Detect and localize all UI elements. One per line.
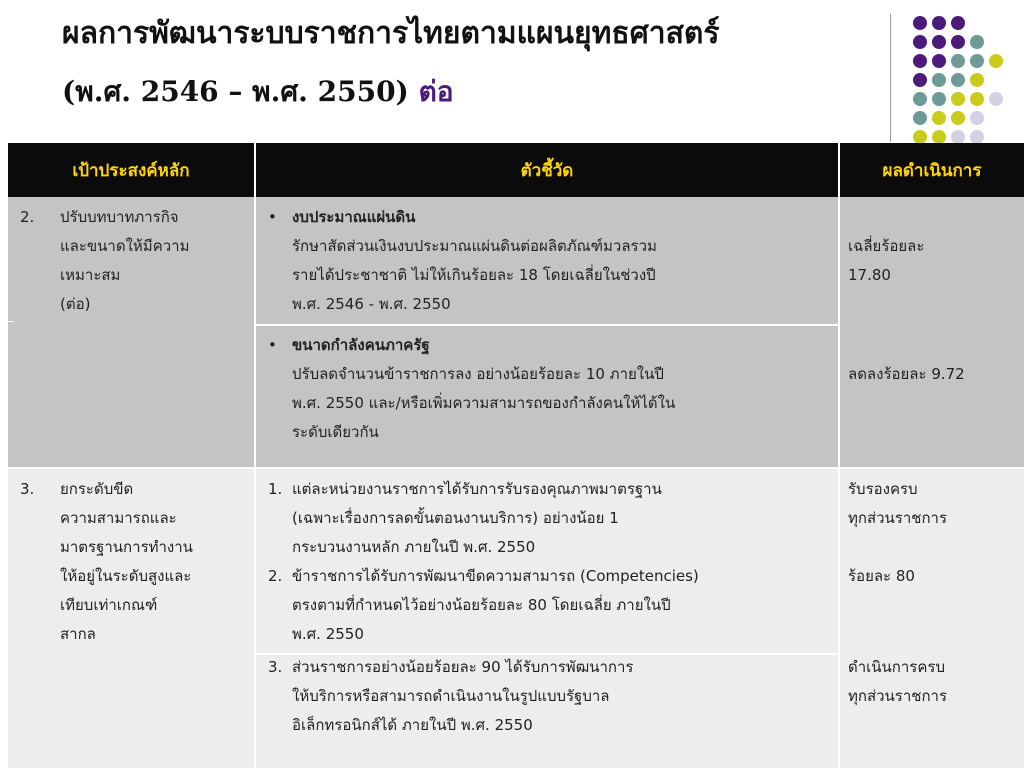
result-text [848,562,1024,591]
decorative-dot [951,130,965,144]
indicator-line: พ.ศ. 2550 และ/หรือเพิ่มความสามารถของกำลังคนให้ได้ใน [292,394,676,412]
bullet-marker: • [268,208,277,226]
result-text [848,653,1024,711]
result-text [848,232,1024,290]
result-line: 17.80 [848,266,891,284]
slide-title-line-1: ผลการพัฒนาระบบราชการไทยตามแผนยุทธศาสตร์ [62,16,720,51]
decorative-dot [951,35,965,49]
decorative-divider-line [890,14,891,142]
header-result: ผลดำเนินการ [840,143,1024,197]
item-number: 1. [268,480,283,498]
decorative-dot [913,54,927,68]
decorative-dot [913,73,927,87]
goal-line: สากล [60,625,96,643]
result-line: ร้อยละ 80 [848,567,915,585]
row-2-number: 2. [20,208,35,226]
indicator-line: ปรับลดจำนวนข้าราชการลง อย่างน้อยร้อยละ 10 ภายในปี [292,365,664,383]
title-year-range: (พ.ศ. 2546 – พ.ศ. 2550) [62,75,409,108]
result-line: ลดลงร้อยละ 9.72 [848,365,965,383]
row-3-goal-text [60,475,250,649]
indicator-heading: งบประมาณแผ่นดิน [292,208,416,226]
decorative-dot [913,130,927,144]
decorative-dot [932,54,946,68]
result-text [848,475,1024,533]
indicator-line: ระดับเดียวกัน [292,423,379,441]
indicator-line: อิเล็กทรอนิกส์ได้ ภายในปี พ.ศ. 2550 [292,716,533,734]
goal-line: ให้อยู่ในระดับสูงและ [60,567,192,585]
title-continued-label: ต่อ [418,75,454,108]
indicator-line: แต่ละหน่วยงานราชการได้รับการรับรองคุณภาพมาตรฐาน [292,480,662,498]
decorative-dot [970,92,984,106]
decorative-dot [951,73,965,87]
results-table [8,143,1024,768]
decorative-dot [932,35,946,49]
result-line: ดำเนินการครบ [848,658,945,676]
decorative-dot [913,111,927,125]
goal-line: มาตรฐานการทำงาน [60,538,193,556]
decorative-dot [913,16,927,30]
item-number: 3. [268,658,283,676]
decorative-dot [970,73,984,87]
indicator-line: ส่วนราชการอย่างน้อยร้อยละ 90 ได้รับการพัฒนาการ [292,658,634,676]
decorative-dot [951,54,965,68]
decorative-dot [970,111,984,125]
decorative-dot [913,92,927,106]
indicator-line: รายได้ประชาชาติ ไม่ให้เกินร้อยละ 18 โดยเฉลี่ยในช่วงปี [292,266,656,284]
result-line: เฉลี่ยร้อยละ [848,237,925,255]
indicator-line: (เฉพาะเรื่องการลดขั้นตอนงานบริการ) อย่างน้อย 1 [292,509,619,527]
indicator-line: พ.ศ. 2546 - พ.ศ. 2550 [292,295,451,313]
goal-line: เหมาะสม [60,266,121,284]
header-goal: เป้าประสงค์หลัก [8,143,254,197]
result-line: ทุกส่วนราชการ [848,509,948,527]
row-3-result-cell [840,469,1024,768]
indicator-line: รักษาสัดส่วนเงินงบประมาณแผ่นดินต่อผลิตภัณฑ์มวลรวม [292,237,657,255]
indicator-item [292,653,832,740]
indicator-item [292,331,832,447]
decorative-dot [932,92,946,106]
decorative-dot [970,130,984,144]
indicator-heading: ขนาดกำลังคนภาครัฐ [292,336,430,354]
goal-line: และขนาดให้มีความ [60,237,190,255]
result-text [848,360,1024,389]
row-2-result-cell [840,197,1024,467]
decorative-dot [913,35,927,49]
header-indicator: ตัวชี้วัด [256,143,838,197]
decorative-dot [932,73,946,87]
goal-line: ยกระดับขีด [60,480,134,498]
decorative-dot [932,111,946,125]
decorative-dot [970,54,984,68]
indicator-item [292,562,832,649]
indicator-item [292,475,832,562]
indicator-line: กระบวนงานหลัก ภายในปี พ.ศ. 2550 [292,538,536,556]
result-line: รับรองครบ [848,480,918,498]
goal-line: ความสามารถและ [60,509,177,527]
result-line: ทุกส่วนราชการ [848,687,948,705]
item-number: 2. [268,567,283,585]
goal-line: เทียบเท่าเกณฑ์ [60,596,158,614]
row-2-indicator-cell [256,197,838,467]
decorative-dot [932,130,946,144]
indicator-line: ข้าราชการได้รับการพัฒนาขีดความสามารถ (Competencies) [292,567,699,585]
decorative-dot [951,111,965,125]
row-3-indicator-cell [256,469,838,768]
decorative-dot [951,16,965,30]
decorative-dot [989,54,1003,68]
slide-title-line-2 [62,70,454,114]
indicator-item [292,203,832,319]
goal-line: ปรับบทบาทภารกิจ [60,208,179,226]
decorative-dot [932,16,946,30]
row-2-goal-text [60,203,250,319]
decorative-dot [951,92,965,106]
decorative-dot [989,92,1003,106]
decorative-dot [970,35,984,49]
row-2-goal-cell [8,197,254,467]
bullet-marker: • [268,336,277,354]
indicator-line: ตรงตามที่กำหนดไว้อย่างน้อยร้อยละ 80 โดยเฉลี่ย ภายในปี [292,596,671,614]
row-3-goal-cell [8,469,254,768]
row-3-number: 3. [20,480,35,498]
indicator-line: ให้บริการหรือสามารถดำเนินงานในรูปแบบรัฐบาล [292,687,610,705]
indicator-line: พ.ศ. 2550 [292,625,364,643]
goal-line: (ต่อ) [60,295,91,313]
